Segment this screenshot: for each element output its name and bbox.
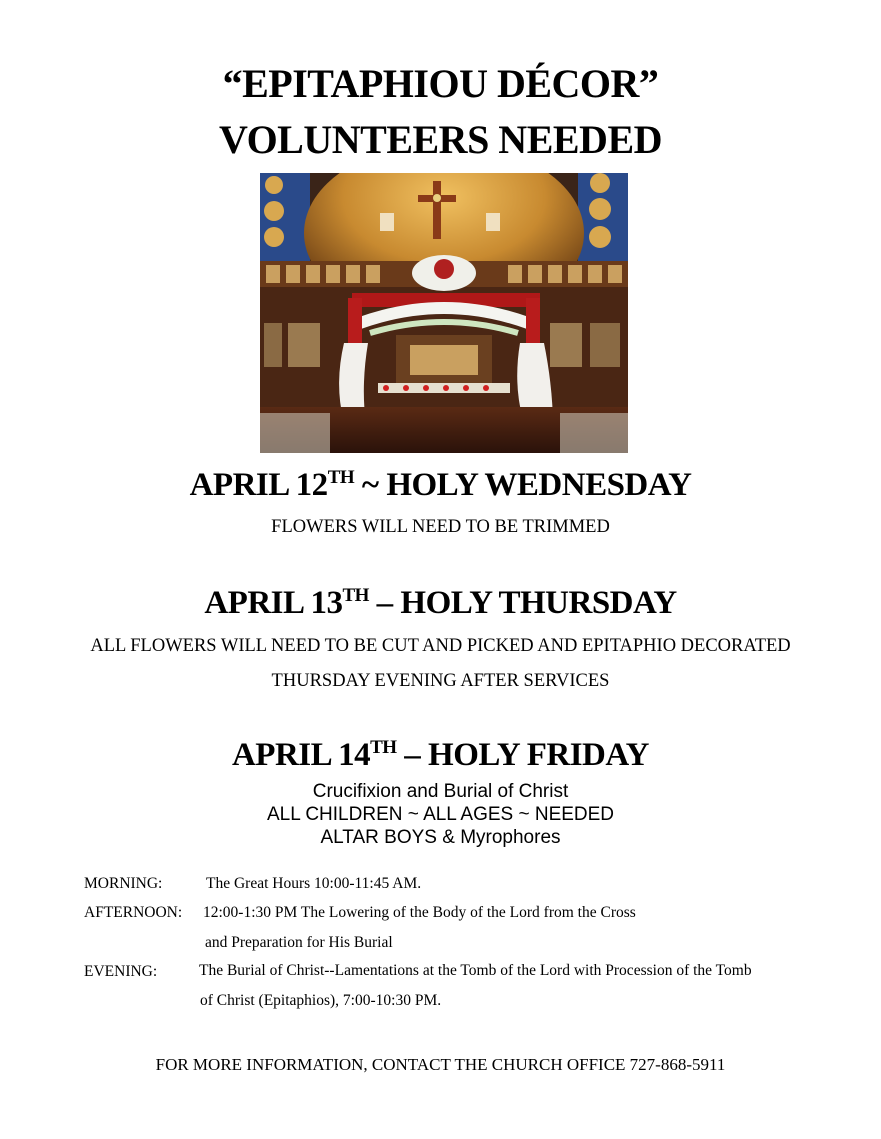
afternoon-text-continued: and Preparation for His Burial	[205, 934, 393, 951]
afternoon-text: 12:00-1:30 PM The Lowering of the Body of the Lord from the Cross	[203, 904, 636, 921]
event-name: HOLY THURSDAY	[400, 585, 677, 621]
morning-text: The Great Hours 10:00-11:45 AM.	[206, 875, 422, 892]
title-line-2: VOLUNTEERS NEEDED	[218, 117, 663, 162]
event-detail-line: FLOWERS WILL NEED TO BE TRIMMED	[271, 517, 610, 537]
event-name: HOLY FRIDAY	[428, 737, 650, 773]
event-detail-line: THURSDAY EVENING AFTER SERVICES	[271, 671, 610, 691]
event-date: APRIL 12	[189, 467, 328, 503]
evening-text-continued: of Christ (Epitaphios), 7:00-10:30 PM.	[200, 992, 442, 1009]
event-heading-thursday	[0, 585, 881, 622]
event-detail-line: ALTAR BOYS & Myrophores	[320, 827, 561, 848]
date-separator: –	[396, 737, 429, 773]
event-date: APRIL 14	[231, 737, 371, 773]
event-detail-line: ALL CHILDREN ~ ALL AGES ~ NEEDED	[266, 804, 615, 825]
event-detail-line: Crucifixion and Burial of Christ	[312, 781, 569, 802]
evening-text: The Burial of Christ--Lamentations at the Tomb of the Lord with Procession of the Tomb	[199, 962, 752, 979]
title-line-1: “EPITAPHIOU DÉCOR”	[222, 61, 659, 106]
date-suffix: TH	[342, 585, 369, 606]
epitaphios-photo	[260, 173, 628, 453]
date-suffix: TH	[370, 737, 397, 758]
evening-label: EVENING:	[84, 963, 158, 980]
date-separator: –	[368, 585, 401, 621]
event-date: APRIL 13	[204, 585, 343, 621]
afternoon-label: AFTERNOON:	[84, 904, 183, 921]
date-suffix: TH	[327, 467, 355, 488]
event-heading-wednesday	[0, 467, 881, 504]
event-heading-friday	[0, 737, 881, 774]
date-separator: ~	[354, 467, 387, 503]
event-detail-line: ALL FLOWERS WILL NEED TO BE CUT AND PICKED AND EPITAPHIO DECORATED	[90, 636, 791, 656]
morning-label: MORNING:	[84, 875, 163, 892]
event-name: HOLY WEDNESDAY	[386, 467, 692, 503]
contact-footer: FOR MORE INFORMATION, CONTACT THE CHURCH OFFICE 727-868-5911	[155, 1055, 726, 1074]
